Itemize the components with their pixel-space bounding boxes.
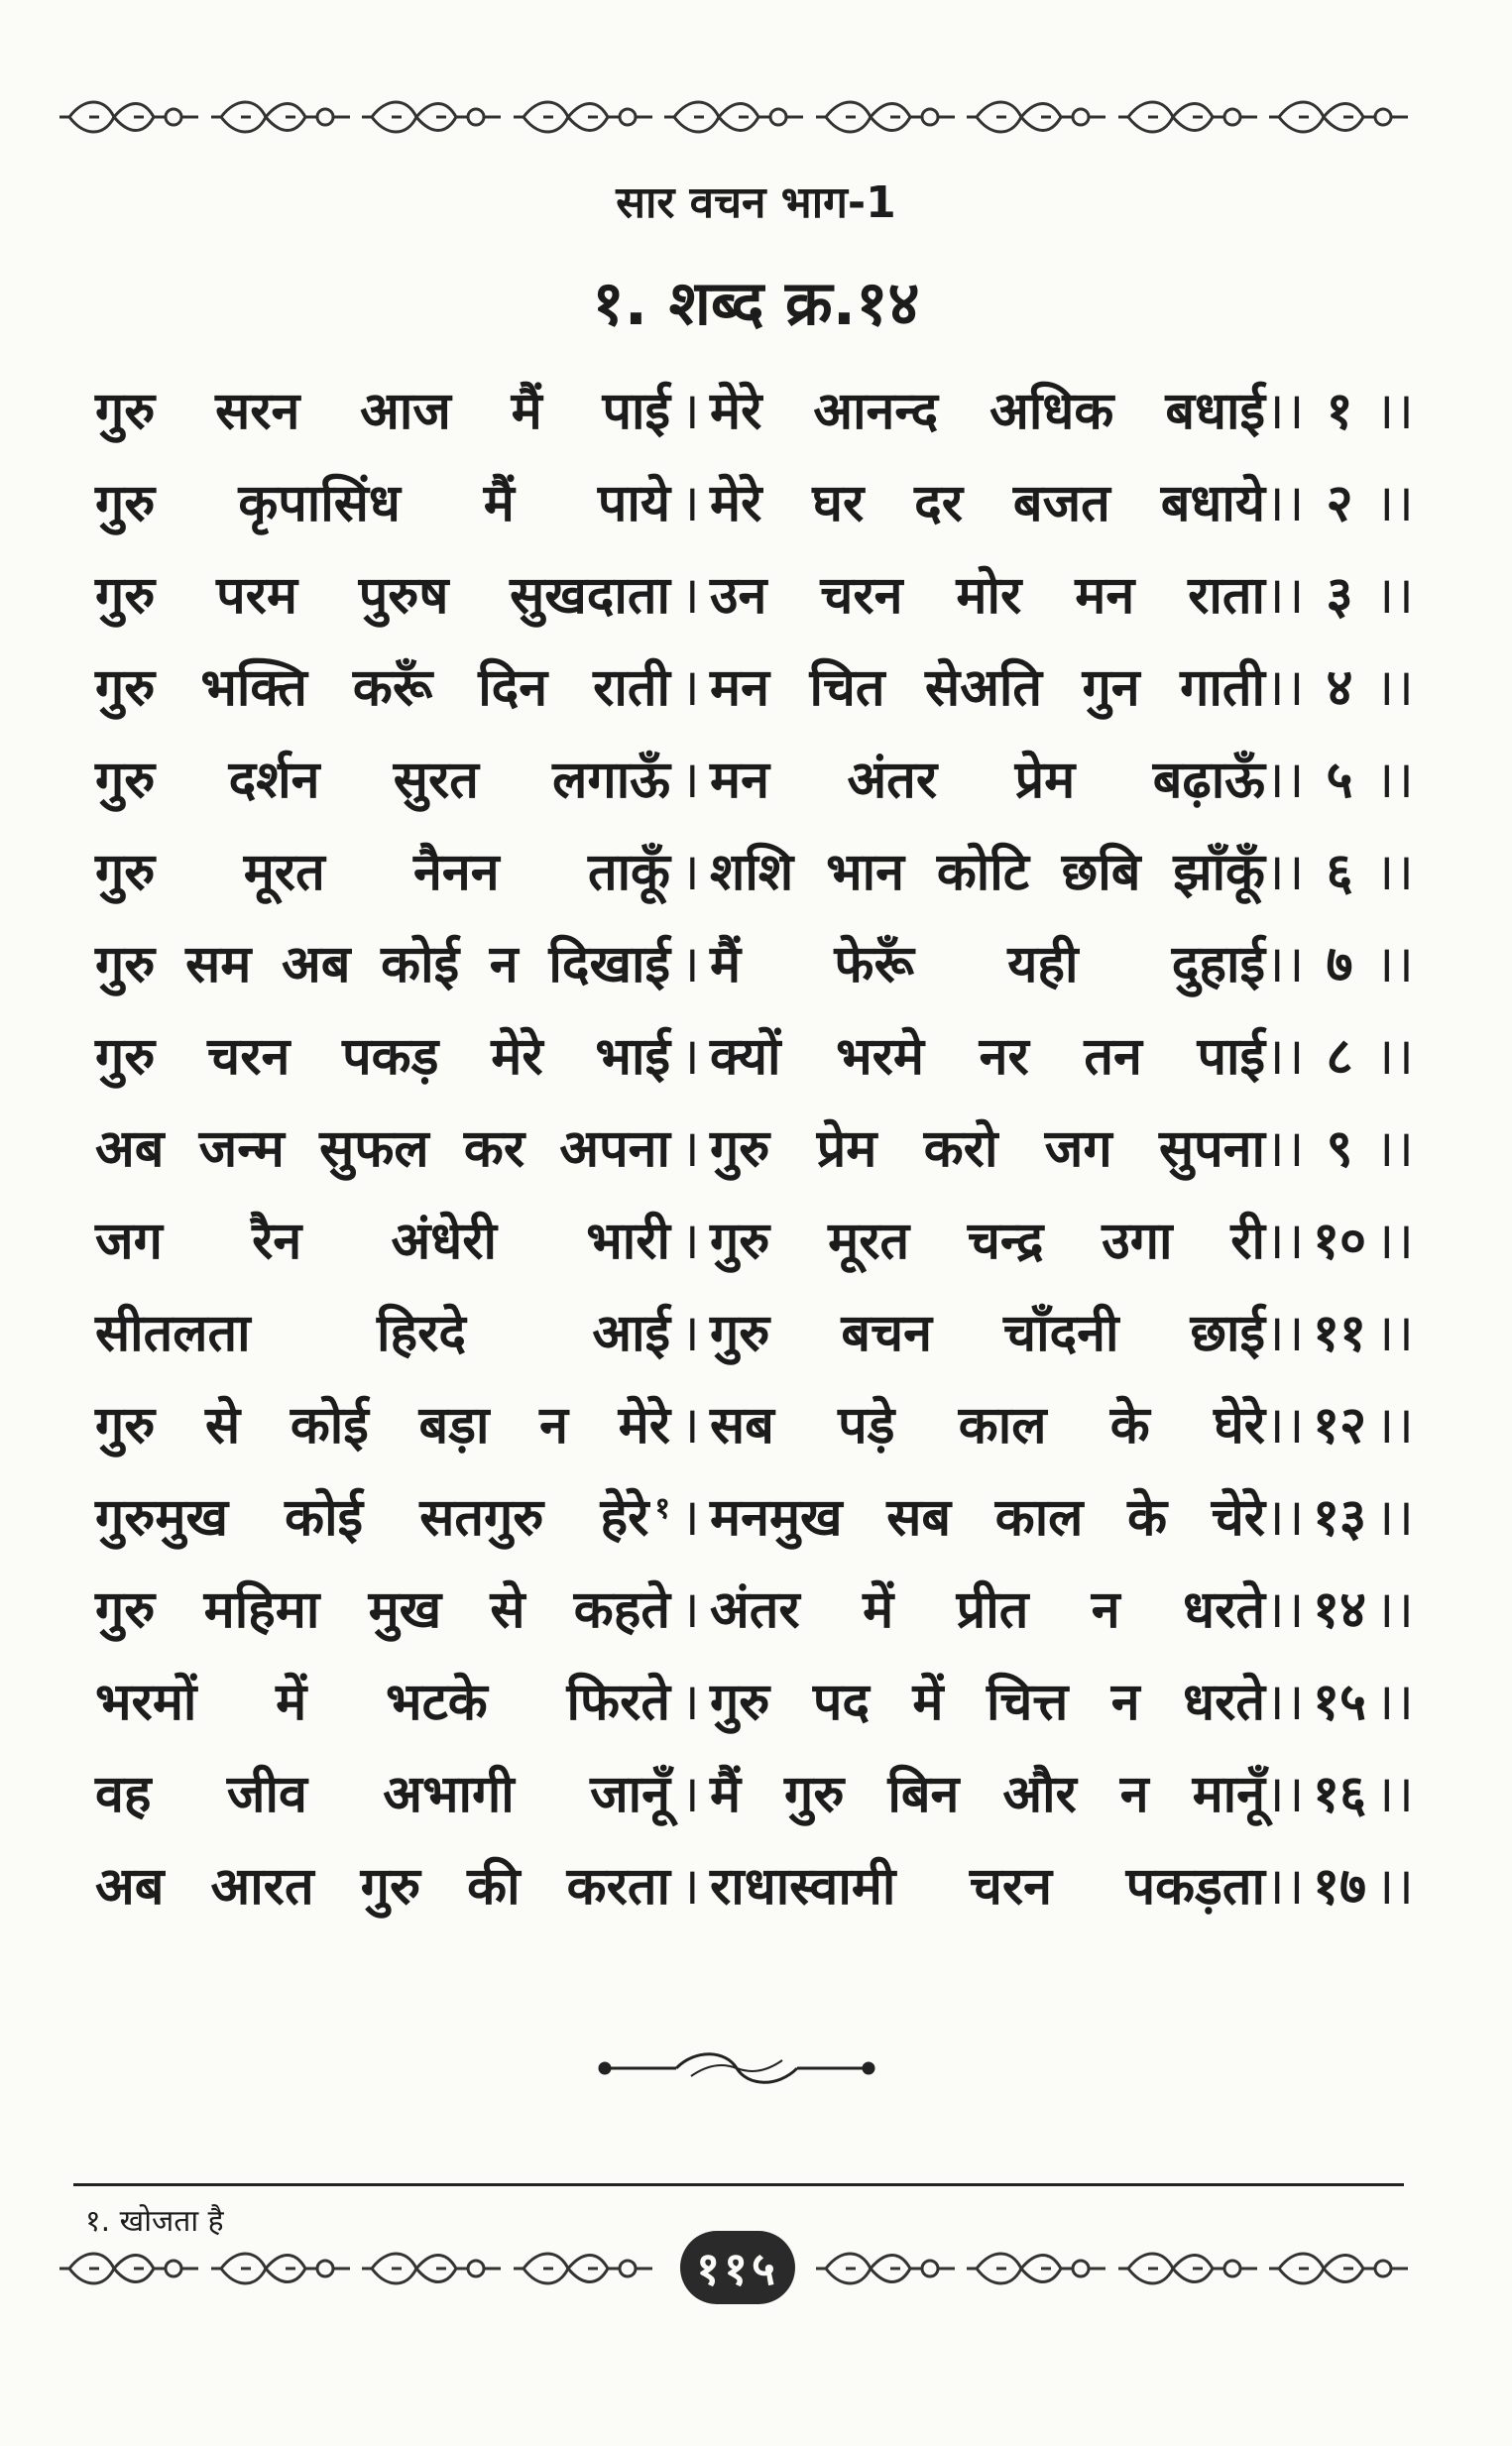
verse-end-open: ।। bbox=[1265, 1212, 1305, 1271]
floral-motif-icon bbox=[362, 2241, 501, 2296]
verse-end-close: ।। bbox=[1374, 382, 1414, 441]
verse-end-open: ।। bbox=[1265, 935, 1305, 994]
verse-number-value: १३ bbox=[1312, 1488, 1367, 1548]
floral-motif-icon bbox=[816, 2241, 955, 2296]
top-decorative-border bbox=[59, 89, 1408, 145]
verse-second-text: गुरु मूरत चन्द्र उगा री bbox=[710, 1212, 1265, 1271]
verse-number bbox=[1265, 1019, 1414, 1090]
verse-first-text: गुरु चरन पकड़ मेरे भाई bbox=[95, 1027, 670, 1087]
verse-row bbox=[95, 1746, 1414, 1838]
verse-first-text: गुरु कृपासिंध मैं पाये bbox=[95, 474, 670, 533]
verse-end-close: ।। bbox=[1374, 1119, 1414, 1179]
verse-first-half bbox=[95, 1388, 670, 1458]
verse-first-half bbox=[95, 1665, 670, 1735]
verse-separator: । bbox=[680, 1119, 700, 1179]
verse-second-half bbox=[710, 1757, 1265, 1827]
verse-row bbox=[95, 1193, 1414, 1285]
verse-end-open: ।। bbox=[1265, 1396, 1305, 1456]
footnote-marker: १ bbox=[654, 1491, 670, 1526]
verse-separator: । bbox=[680, 1673, 700, 1732]
verse-row bbox=[95, 547, 1414, 640]
verse-second-text: गुरु प्रेम करो जग सुपना bbox=[710, 1119, 1265, 1179]
verse-separator: । bbox=[680, 935, 700, 994]
verse-end-close: ।। bbox=[1374, 751, 1414, 810]
verse-end-open: ।। bbox=[1265, 751, 1305, 810]
verse-first-half bbox=[95, 558, 670, 629]
verse-separator: । bbox=[680, 1027, 700, 1087]
verse-separator: । bbox=[680, 1304, 700, 1363]
verse-list bbox=[95, 363, 1414, 1930]
verse-end-open: ।। bbox=[1265, 1488, 1305, 1548]
verse-row bbox=[95, 1469, 1414, 1562]
verse-second-half bbox=[710, 1665, 1265, 1735]
verse-row bbox=[95, 1377, 1414, 1469]
floral-motif-icon bbox=[362, 89, 501, 145]
footnote: १. खोजता है bbox=[85, 2204, 224, 2239]
verse-first-text: गुरु सम अब कोई न दिखाई bbox=[95, 935, 670, 994]
floral-motif-icon bbox=[1269, 89, 1408, 145]
verse-second-half bbox=[710, 1019, 1265, 1090]
verse-number-value: ११ bbox=[1312, 1304, 1367, 1363]
verse-number-value: ९ bbox=[1326, 1119, 1353, 1179]
verse-second-text: मेरे घर दर बजत बधाये bbox=[710, 474, 1265, 533]
verse-second-text: मन चित सेअति गुन गाती bbox=[710, 658, 1265, 718]
verse-second-text: मैं फेरूँ यही दुहाई bbox=[710, 935, 1265, 994]
verse-row bbox=[95, 1562, 1414, 1654]
verse-second-text: क्यों भरमे नर तन पाई bbox=[710, 1027, 1265, 1087]
verse-number bbox=[1265, 1480, 1414, 1551]
verse-number bbox=[1265, 650, 1414, 721]
hymn-heading: १. शब्द क्र.१४ bbox=[592, 267, 920, 339]
floral-motif-icon bbox=[1269, 2241, 1408, 2296]
verse-end-close: ।। bbox=[1374, 1396, 1414, 1456]
verse-first-half bbox=[95, 466, 670, 536]
floral-motif-icon bbox=[664, 89, 803, 145]
verse-number-value: ३ bbox=[1326, 566, 1353, 626]
verse-number bbox=[1265, 466, 1414, 536]
verse-row bbox=[95, 1654, 1414, 1746]
verse-second-half bbox=[710, 558, 1265, 629]
verse-separator: । bbox=[680, 1396, 700, 1456]
verse-end-close: ।। bbox=[1374, 566, 1414, 626]
verse-separator: । bbox=[680, 382, 700, 441]
floral-motif-icon bbox=[514, 89, 652, 145]
verse-second-half bbox=[710, 927, 1265, 997]
verse-first-half bbox=[95, 1757, 670, 1827]
verse-first-half bbox=[95, 835, 670, 905]
verse-end-open: ।। bbox=[1265, 382, 1305, 441]
verse-separator: । bbox=[680, 1857, 700, 1917]
verse-number bbox=[1265, 374, 1414, 444]
verse-first-half bbox=[95, 650, 670, 721]
verse-number bbox=[1265, 927, 1414, 997]
verse-second-text: राधास्वामी चरन पकड़ता bbox=[710, 1857, 1265, 1917]
verse-separator: । bbox=[680, 474, 700, 533]
verse-second-half bbox=[710, 1296, 1265, 1366]
floral-motif-icon bbox=[59, 89, 198, 145]
verse-row bbox=[95, 1008, 1414, 1101]
verse-row bbox=[95, 916, 1414, 1008]
verse-number-value: ७ bbox=[1326, 935, 1353, 994]
verse-end-close: ।। bbox=[1374, 1580, 1414, 1640]
verse-end-open: ।। bbox=[1265, 1765, 1305, 1824]
verse-first-text: गुरु मूरत नैनन ताकूँ bbox=[95, 843, 670, 902]
verse-end-open: ।। bbox=[1265, 843, 1305, 902]
verse-second-text: मैं गुरु बिन और न मानूँ bbox=[710, 1765, 1265, 1824]
verse-second-half bbox=[710, 1849, 1265, 1920]
verse-end-open: ।। bbox=[1265, 1580, 1305, 1640]
floral-motif-icon bbox=[59, 2241, 198, 2296]
verse-first-text: गुरु से कोई बड़ा न मेरे bbox=[95, 1396, 670, 1456]
verse-number bbox=[1265, 1849, 1414, 1920]
verse-second-half bbox=[710, 743, 1265, 813]
verse-number-value: १६ bbox=[1312, 1765, 1367, 1824]
page-number: ११५ bbox=[680, 2231, 795, 2304]
verse-number-value: ४ bbox=[1326, 658, 1353, 718]
verse-number-value: ६ bbox=[1326, 843, 1353, 902]
book-title: सार वचन भाग-1 bbox=[616, 177, 896, 228]
verse-number-value: ८ bbox=[1326, 1027, 1353, 1087]
verse-first-text: अब आरत गुरु की करता bbox=[95, 1857, 670, 1917]
verse-end-open: ।। bbox=[1265, 1857, 1305, 1917]
verse-end-close: ।। bbox=[1374, 1673, 1414, 1732]
verse-number bbox=[1265, 1757, 1414, 1827]
verse-first-text: गुरु दर्शन सुरत लगाऊँ bbox=[95, 751, 670, 810]
verse-number bbox=[1265, 1388, 1414, 1458]
verse-number-value: १० bbox=[1312, 1212, 1367, 1271]
verse-first-text: गुरु महिमा मुख से कहते bbox=[95, 1580, 670, 1640]
floral-motif-icon bbox=[514, 2241, 652, 2296]
verse-first-half bbox=[95, 1204, 670, 1274]
verse-separator: । bbox=[680, 658, 700, 718]
verse-second-half bbox=[710, 1572, 1265, 1643]
verse-first-half bbox=[95, 1480, 670, 1551]
verse-second-half bbox=[710, 1480, 1265, 1551]
verse-second-text: अंतर में प्रीत न धरते bbox=[710, 1580, 1265, 1640]
verse-number bbox=[1265, 835, 1414, 905]
verse-separator: । bbox=[680, 1765, 700, 1824]
verse-end-close: ।। bbox=[1374, 1488, 1414, 1548]
verse-second-half bbox=[710, 650, 1265, 721]
verse-number-value: १७ bbox=[1312, 1857, 1367, 1917]
verse-end-close: ।। bbox=[1374, 1765, 1414, 1824]
verse-first-half bbox=[95, 1849, 670, 1920]
verse-number-value: १५ bbox=[1312, 1673, 1367, 1732]
verse-second-half bbox=[710, 1111, 1265, 1182]
verse-row bbox=[95, 1101, 1414, 1193]
verse-end-open: ।। bbox=[1265, 1304, 1305, 1363]
verse-first-text: गुरु परम पुरुष सुखदाता bbox=[95, 566, 670, 626]
verse-number-value: ५ bbox=[1326, 751, 1353, 810]
verse-number-value: १४ bbox=[1312, 1580, 1367, 1640]
verse-first-text: गुरु भक्ति करूँ दिन राती bbox=[95, 658, 670, 718]
verse-end-close: ।। bbox=[1374, 1304, 1414, 1363]
verse-first-text: वह जीव अभागी जानूँ bbox=[95, 1765, 670, 1824]
floral-motif-icon bbox=[1118, 2241, 1257, 2296]
verse-row bbox=[95, 363, 1414, 455]
floral-motif-icon bbox=[967, 2241, 1105, 2296]
verse-second-text: उन चरन मोर मन राता bbox=[710, 566, 1265, 626]
verse-first-half bbox=[95, 1019, 670, 1090]
verse-end-open: ।। bbox=[1265, 658, 1305, 718]
verse-second-text: शशि भान कोटि छबि झाँकूँ bbox=[710, 843, 1265, 902]
verse-second-text: मन अंतर प्रेम बढ़ाऊँ bbox=[710, 751, 1265, 810]
verse-first-text: गुरु सरन आज मैं पाई bbox=[95, 382, 670, 441]
verse-row bbox=[95, 455, 1414, 547]
verse-end-open: ।। bbox=[1265, 566, 1305, 626]
verse-row bbox=[95, 1285, 1414, 1377]
verse-first-text: जग रैन अंधेरी भारी bbox=[95, 1212, 670, 1271]
floral-motif-icon bbox=[1118, 89, 1257, 145]
verse-second-half bbox=[710, 1388, 1265, 1458]
verse-end-close: ।। bbox=[1374, 843, 1414, 902]
verse-number bbox=[1265, 1665, 1414, 1735]
verse-first-half bbox=[95, 374, 670, 444]
verse-number-value: २ bbox=[1326, 474, 1353, 533]
verse-first-text: गुरुमुख कोई सतगुरु हेरे bbox=[95, 1488, 649, 1548]
verse-number-value: १२ bbox=[1312, 1396, 1367, 1456]
verse-number bbox=[1265, 1204, 1414, 1274]
verse-end-open: ।। bbox=[1265, 1119, 1305, 1179]
verse-second-text: मनमुख सब काल के चेरे bbox=[710, 1488, 1265, 1548]
verse-end-close: ।। bbox=[1374, 658, 1414, 718]
verse-row bbox=[95, 824, 1414, 916]
verse-row bbox=[95, 732, 1414, 824]
verse-first-text: भरमों में भटके फिरते bbox=[95, 1673, 670, 1732]
verse-end-close: ।। bbox=[1374, 1212, 1414, 1271]
verse-second-text: गुरु पद में चित्त न धरते bbox=[710, 1673, 1265, 1732]
verse-first-text: सीतलता हिरदे आई bbox=[95, 1304, 670, 1363]
verse-number bbox=[1265, 743, 1414, 813]
verse-separator: । bbox=[680, 751, 700, 810]
floral-motif-icon bbox=[967, 89, 1105, 145]
verse-separator: । bbox=[680, 843, 700, 902]
verse-number bbox=[1265, 1111, 1414, 1182]
verse-first-half bbox=[95, 1572, 670, 1643]
verse-end-open: ।। bbox=[1265, 1027, 1305, 1087]
verse-end-open: ।। bbox=[1265, 474, 1305, 533]
verse-separator: । bbox=[680, 566, 700, 626]
verse-number bbox=[1265, 558, 1414, 629]
verse-number bbox=[1265, 1572, 1414, 1643]
verse-end-close: ।। bbox=[1374, 1857, 1414, 1917]
verse-row bbox=[95, 640, 1414, 732]
verse-separator: । bbox=[680, 1488, 700, 1548]
verse-second-half bbox=[710, 466, 1265, 536]
floral-motif-icon bbox=[211, 89, 350, 145]
footnote-rule bbox=[73, 2183, 1404, 2186]
floral-motif-icon bbox=[211, 2241, 350, 2296]
verse-second-text: गुरु बचन चाँदनी छाई bbox=[710, 1304, 1265, 1363]
verse-first-text: अब जन्म सुफल कर अपना bbox=[95, 1119, 670, 1179]
floral-motif-icon bbox=[816, 89, 955, 145]
verse-row bbox=[95, 1838, 1414, 1930]
verse-first-half bbox=[95, 743, 670, 813]
verse-separator: । bbox=[680, 1580, 700, 1640]
verse-second-half bbox=[710, 1204, 1265, 1274]
verse-second-half bbox=[710, 835, 1265, 905]
verse-number bbox=[1265, 1296, 1414, 1366]
verse-second-text: मेरे आनन्द अधिक बधाई bbox=[710, 382, 1265, 441]
divider-ornament-icon bbox=[597, 2040, 876, 2096]
verse-end-close: ।। bbox=[1374, 474, 1414, 533]
verse-end-open: ।। bbox=[1265, 1673, 1305, 1732]
verse-second-half bbox=[710, 374, 1265, 444]
verse-first-half bbox=[95, 1296, 670, 1366]
verse-second-text: सब पड़े काल के घेरे bbox=[710, 1396, 1265, 1456]
verse-first-half bbox=[95, 1111, 670, 1182]
verse-separator: । bbox=[680, 1212, 700, 1271]
verse-end-close: ।। bbox=[1374, 935, 1414, 994]
verse-number-value: १ bbox=[1326, 382, 1353, 441]
verse-first-half bbox=[95, 927, 670, 997]
verse-end-close: ।। bbox=[1374, 1027, 1414, 1087]
